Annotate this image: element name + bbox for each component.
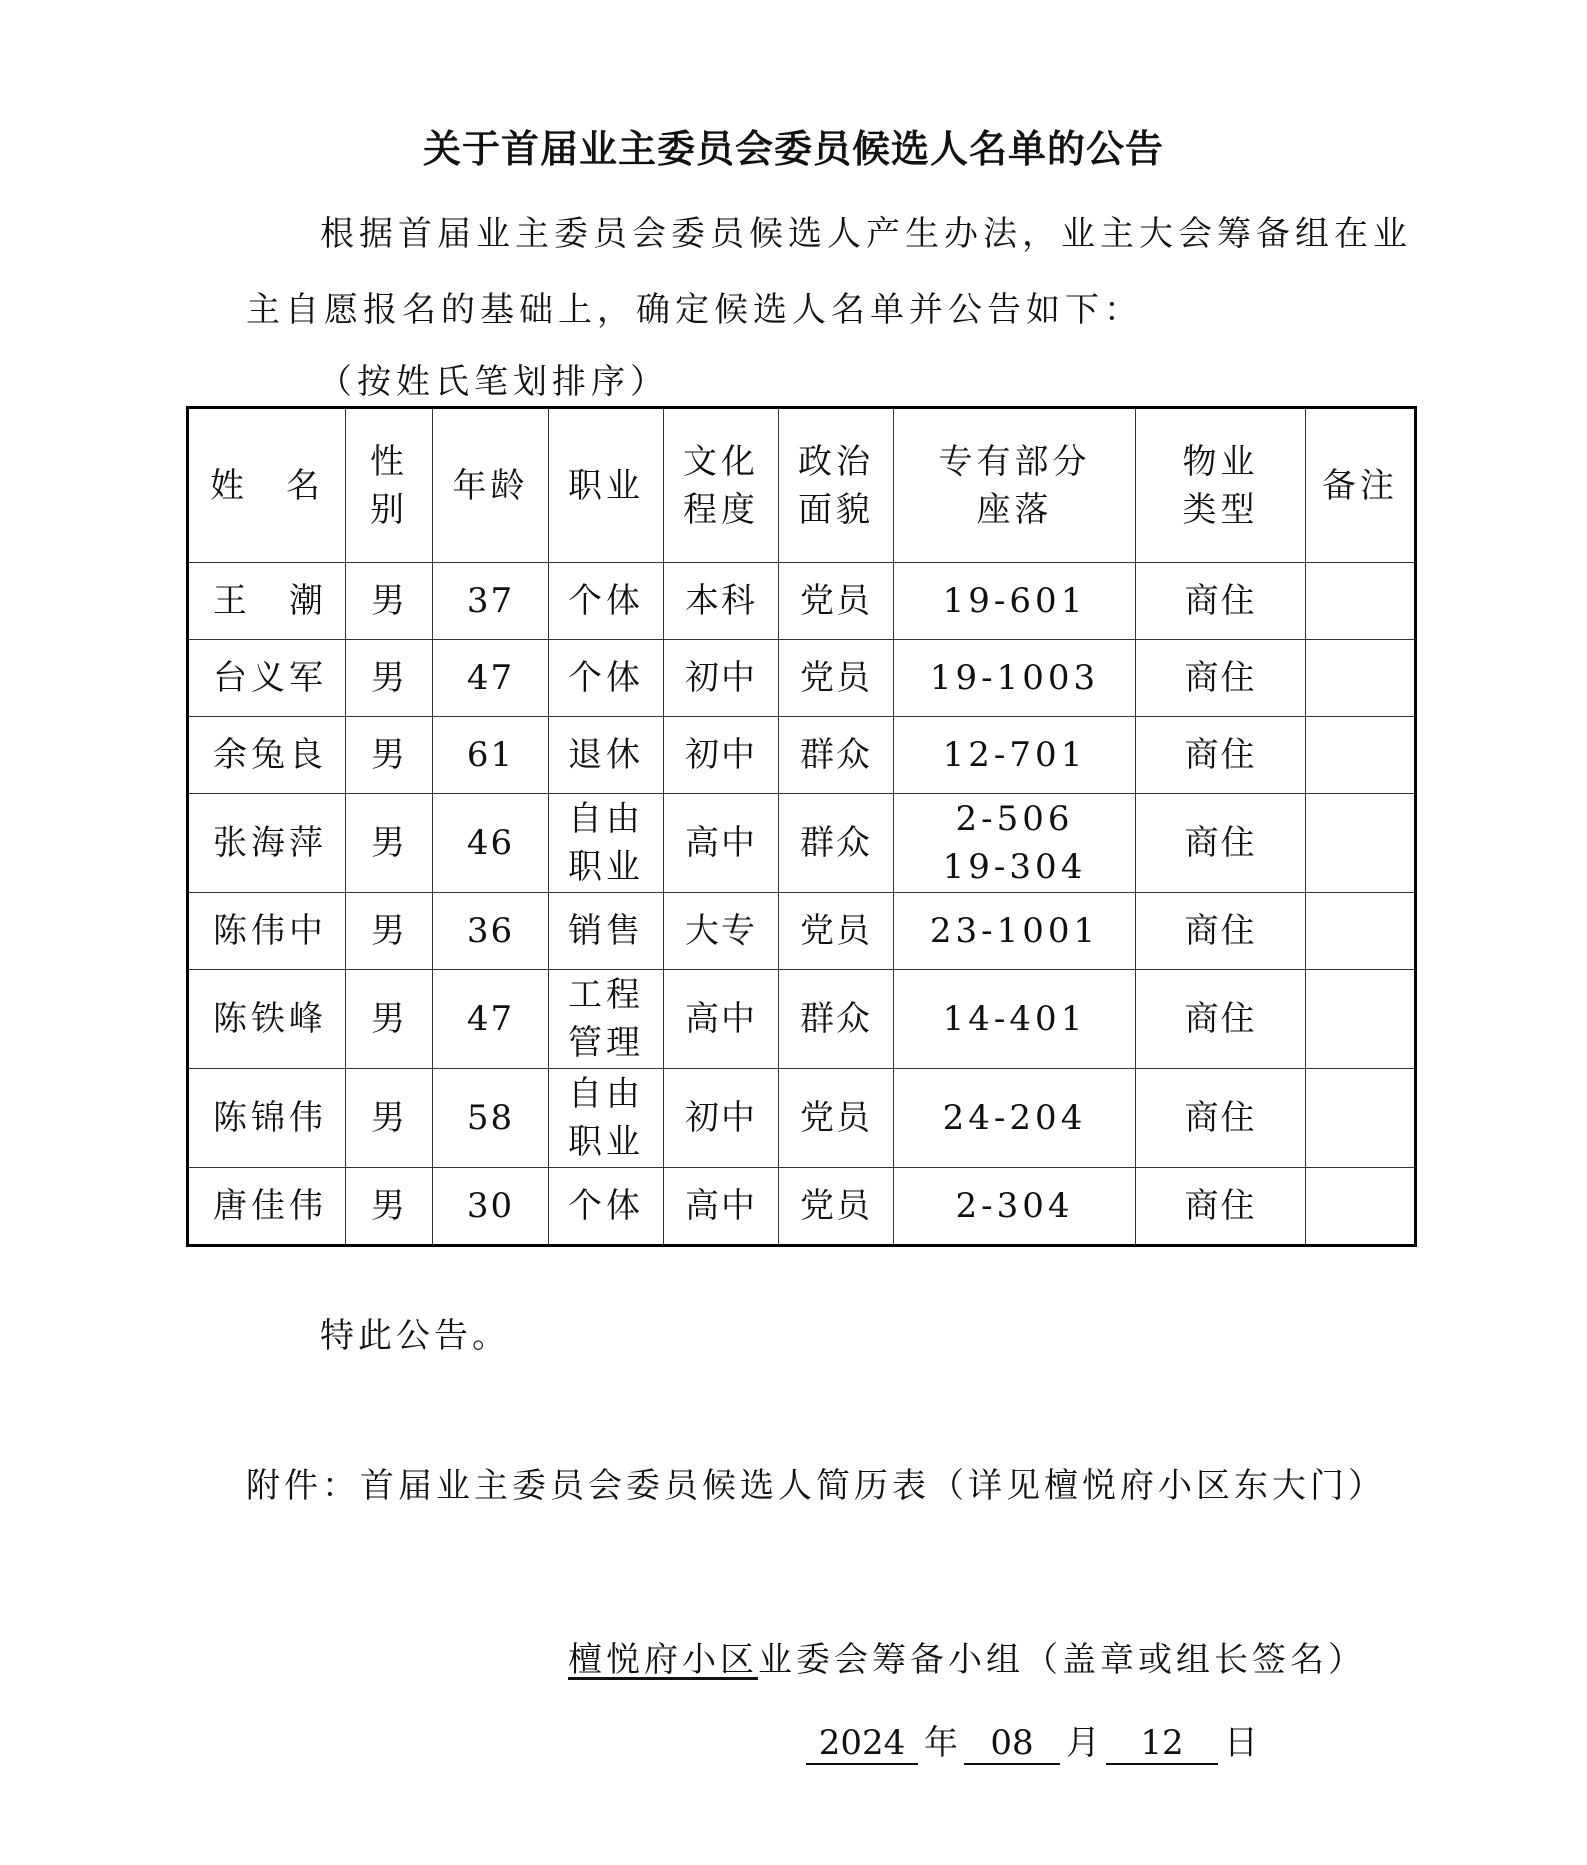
column-header [433, 408, 549, 563]
candidate-table [186, 406, 1417, 1247]
cell-education: 高中 [664, 1168, 779, 1246]
cell-education: 初中 [664, 1069, 779, 1168]
cell-occupation [549, 1168, 664, 1246]
cell-name: 王 潮 [188, 563, 346, 640]
column-header-text: 物业 [1182, 441, 1259, 482]
cell-property-type: 商住 [1136, 970, 1306, 1069]
cell-unit-location [894, 563, 1136, 640]
cell-political-status: 党员 [779, 1168, 894, 1246]
cell-unit-location-line: 19-601 [942, 581, 1087, 621]
column-header [664, 408, 779, 563]
cell-unit-location [894, 1069, 1136, 1168]
table-row [188, 563, 1416, 640]
cell-name: 陈铁峰 [188, 970, 346, 1069]
column-header-text: 别 [370, 489, 408, 530]
cell-unit-location-line: 24-204 [942, 1098, 1087, 1138]
cell-remarks [1306, 893, 1416, 970]
cell-unit-location-line: 19-1003 [929, 658, 1100, 698]
column-header-text: 面貌 [798, 489, 874, 530]
cell-political-status: 党员 [779, 640, 894, 717]
month-label: 月 [1066, 1723, 1100, 1763]
column-header [188, 408, 346, 563]
cell-unit-location-line: 2-506 [955, 799, 1074, 839]
cell-occupation-line: 职业 [568, 847, 644, 887]
cell-education: 高中 [664, 794, 779, 893]
column-header [1136, 408, 1306, 563]
column-header [1306, 408, 1416, 563]
cell-property-type: 商住 [1136, 1168, 1306, 1246]
cell-age: 61 [433, 717, 549, 794]
cell-property-type: 商住 [1136, 893, 1306, 970]
cell-occupation-line: 自由 [568, 799, 644, 839]
cell-occupation-line: 管理 [568, 1023, 644, 1063]
cell-name: 唐佳伟 [188, 1168, 346, 1246]
column-header [549, 408, 664, 563]
cell-occupation [549, 640, 664, 717]
table-row [188, 893, 1416, 970]
column-header-text: 专有部分 [938, 441, 1091, 482]
community-name: 檀悦府小区 [568, 1640, 758, 1680]
date-line [806, 1715, 1264, 1765]
cell-occupation-line: 销售 [568, 911, 644, 951]
cell-remarks [1306, 717, 1416, 794]
cell-remarks [1306, 1069, 1416, 1168]
column-header [894, 408, 1136, 563]
column-header-text: 文化 [683, 441, 759, 482]
cell-gender: 男 [346, 640, 433, 717]
column-header-text: 姓 名 [210, 465, 324, 506]
cell-occupation [549, 970, 664, 1069]
cell-occupation [549, 794, 664, 893]
cell-name: 陈锦伟 [188, 1069, 346, 1168]
day-label: 日 [1224, 1723, 1258, 1763]
cell-gender: 男 [346, 970, 433, 1069]
cell-occupation [549, 893, 664, 970]
cell-political-status: 党员 [779, 893, 894, 970]
cell-unit-location [894, 717, 1136, 794]
cell-property-type: 商住 [1136, 640, 1306, 717]
cell-occupation-line: 退休 [568, 735, 644, 775]
cell-education: 本科 [664, 563, 779, 640]
column-header-text: 职业 [568, 465, 644, 506]
cell-remarks [1306, 970, 1416, 1069]
table-row [188, 1168, 1416, 1246]
column-header-text: 性 [370, 441, 408, 482]
cell-age: 37 [433, 563, 549, 640]
cell-unit-location-line: 23-1001 [929, 911, 1100, 951]
column-header-text: 备注 [1322, 465, 1398, 506]
table-body [188, 563, 1416, 1246]
cell-gender: 男 [346, 893, 433, 970]
cell-education: 高中 [664, 970, 779, 1069]
cell-education: 初中 [664, 640, 779, 717]
attachment-note: 附件：首届业主委员会委员候选人简历表（详见檀悦府小区东大门） [246, 1466, 1386, 1506]
cell-remarks [1306, 563, 1416, 640]
column-header [346, 408, 433, 563]
year-label: 年 [924, 1723, 958, 1763]
cell-remarks [1306, 640, 1416, 717]
cell-political-status: 群众 [779, 717, 894, 794]
cell-gender: 男 [346, 717, 433, 794]
cell-occupation-line: 个体 [568, 1186, 644, 1226]
cell-property-type: 商住 [1136, 1069, 1306, 1168]
table-row [188, 717, 1416, 794]
cell-unit-location [894, 893, 1136, 970]
cell-gender: 男 [346, 794, 433, 893]
closing-statement: 特此公告。 [320, 1316, 510, 1356]
cell-occupation [549, 563, 664, 640]
cell-unit-location [894, 640, 1136, 717]
cell-name: 陈伟中 [188, 893, 346, 970]
column-header [779, 408, 894, 563]
notice-title: 关于首届业主委员会委员候选人名单的公告 [422, 127, 1164, 171]
cell-age: 36 [433, 893, 549, 970]
cell-age: 58 [433, 1069, 549, 1168]
cell-name: 张海萍 [188, 794, 346, 893]
signature-line [568, 1632, 1366, 1681]
cell-property-type: 商住 [1136, 717, 1306, 794]
cell-occupation [549, 717, 664, 794]
cell-unit-location-line: 14-401 [942, 999, 1087, 1039]
cell-occupation [549, 1069, 664, 1168]
signature-text: 业委会筹备小组（盖章或组长签名） [758, 1640, 1366, 1680]
cell-occupation-line: 职业 [568, 1122, 644, 1162]
column-header-text: 年龄 [452, 465, 529, 506]
cell-remarks [1306, 1168, 1416, 1246]
cell-gender: 男 [346, 563, 433, 640]
intro-paragraph-line-1: 根据首届业主委员会委员候选人产生办法，业主大会筹备组在业 [320, 214, 1412, 254]
cell-age: 30 [433, 1168, 549, 1246]
cell-political-status: 群众 [779, 794, 894, 893]
cell-political-status: 党员 [779, 1069, 894, 1168]
cell-occupation-line: 个体 [568, 658, 644, 698]
cell-name: 余兔良 [188, 717, 346, 794]
table-row [188, 970, 1416, 1069]
column-header-text: 政治 [798, 441, 874, 482]
cell-education: 大专 [664, 893, 779, 970]
cell-education: 初中 [664, 717, 779, 794]
cell-unit-location-line: 19-304 [942, 847, 1087, 887]
cell-occupation-line: 工程 [568, 975, 644, 1015]
cell-name: 台义军 [188, 640, 346, 717]
cell-unit-location [894, 1168, 1136, 1246]
cell-unit-location-line: 2-304 [955, 1186, 1074, 1226]
table-row [188, 794, 1416, 893]
cell-occupation-line: 个体 [568, 581, 644, 621]
cell-age: 46 [433, 794, 549, 893]
cell-unit-location [894, 970, 1136, 1069]
intro-paragraph-line-2: 主自愿报名的基础上，确定候选人名单并公告如下： [246, 290, 1143, 330]
cell-property-type: 商住 [1136, 794, 1306, 893]
cell-political-status: 群众 [779, 970, 894, 1069]
cell-unit-location-line: 12-701 [942, 735, 1087, 775]
sort-order-note: （按姓氏笔划排序） [318, 362, 669, 402]
table-header-row [188, 408, 1416, 563]
column-header-text: 类型 [1182, 489, 1259, 530]
cell-property-type: 商住 [1136, 563, 1306, 640]
date-year: 2024 [806, 1723, 918, 1765]
cell-age: 47 [433, 970, 549, 1069]
date-month: 08 [964, 1723, 1060, 1765]
cell-age: 47 [433, 640, 549, 717]
cell-political-status: 党员 [779, 563, 894, 640]
cell-unit-location [894, 794, 1136, 893]
column-header-text: 程度 [683, 489, 759, 530]
cell-occupation-line: 自由 [568, 1074, 644, 1114]
cell-remarks [1306, 794, 1416, 893]
table-row [188, 1069, 1416, 1168]
column-header-text: 座落 [976, 489, 1053, 530]
cell-gender: 男 [346, 1069, 433, 1168]
table-row [188, 640, 1416, 717]
cell-gender: 男 [346, 1168, 433, 1246]
date-day: 12 [1106, 1723, 1218, 1765]
